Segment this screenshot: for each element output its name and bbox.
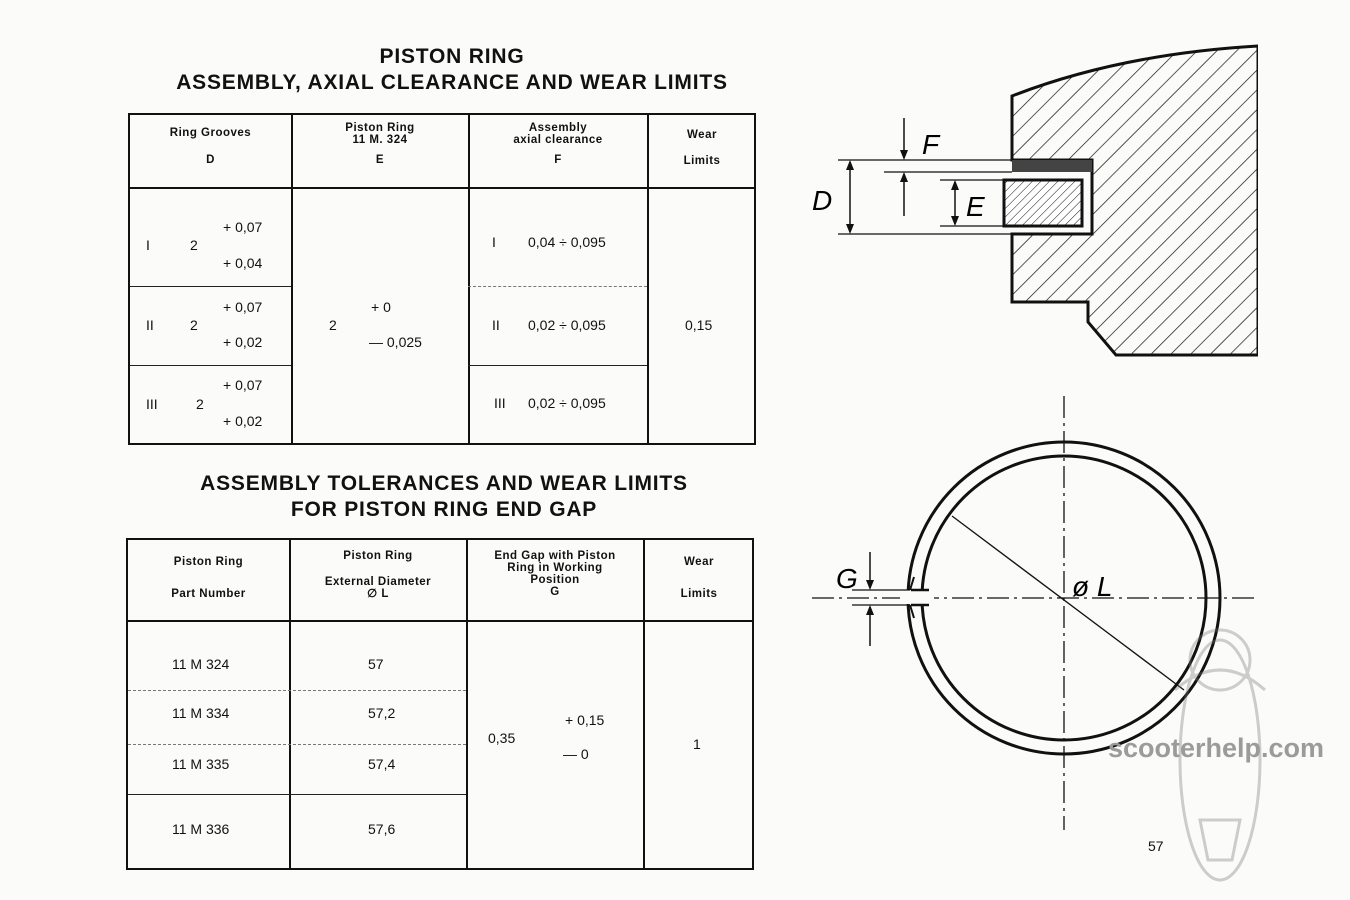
- ring-nominal: 2: [329, 317, 337, 333]
- table2-title-line1: ASSEMBLY TOLERANCES AND WEAR LIMITS: [200, 472, 688, 495]
- gap-nominal: 0,35: [488, 730, 516, 746]
- groove-tol-plus: + 0,07: [223, 219, 263, 235]
- clearance-label: III: [494, 395, 506, 411]
- groove-tol-minus: + 0,02: [223, 413, 263, 429]
- clearance-value: 0,02 ÷ 0,095: [528, 317, 606, 333]
- wear-limit-value: 0,15: [685, 317, 713, 333]
- groove-nominal: 2: [190, 317, 198, 333]
- groove-label: III: [146, 396, 158, 412]
- part-number: 11 M 336: [172, 821, 230, 837]
- header-part-number: Piston Ring Part Number: [171, 556, 246, 600]
- header-axial-clearance: Assembly axial clearance F: [513, 122, 603, 166]
- part-number: 11 M 335: [172, 756, 230, 772]
- table2-title-line2: FOR PISTON RING END GAP: [290, 498, 598, 521]
- header-piston-ring: Piston Ring 11 M. 324 E: [345, 122, 415, 166]
- ring-end-gap-diagram: [812, 396, 1256, 830]
- clearance-label: I: [492, 234, 496, 250]
- ring-tol-plus: + 0: [371, 299, 391, 315]
- header-ring-grooves: Ring Grooves D: [169, 127, 252, 166]
- label-f: F: [922, 129, 940, 160]
- groove-nominal: 2: [196, 396, 204, 412]
- label-e: E: [966, 191, 985, 222]
- header-wear-limits: Wear Limits: [683, 129, 721, 167]
- groove-nominal: 2: [190, 237, 198, 253]
- ring-tol-minus: — 0,025: [369, 334, 422, 350]
- part-number: 11 M 334: [172, 705, 230, 721]
- watermark: scooterhelp.com: [1108, 733, 1325, 763]
- table1-title-line1: PISTON RING: [379, 45, 525, 68]
- label-g: G: [836, 563, 858, 594]
- groove-label: II: [146, 317, 154, 333]
- clearance-value: 0,02 ÷ 0,095: [528, 395, 606, 411]
- diameter-value: 57: [368, 656, 384, 672]
- groove-label: I: [146, 237, 150, 253]
- gap-tol-minus: — 0: [563, 746, 589, 762]
- gap-tol-plus: + 0,15: [565, 712, 605, 728]
- groove-tol-plus: + 0,07: [223, 299, 263, 315]
- diameter-value: 57,4: [368, 756, 396, 772]
- clearance-label: II: [492, 317, 500, 333]
- groove-tol-minus: + 0,02: [223, 334, 263, 350]
- page-number: 57: [1148, 838, 1164, 854]
- groove-tol-minus: + 0,04: [223, 255, 263, 271]
- label-l: ø L: [1072, 571, 1113, 602]
- table1-title-line2: ASSEMBLY, AXIAL CLEARANCE AND WEAR LIMITS: [176, 71, 728, 94]
- header-external-diameter: Piston Ring External Diameter ∅ L: [324, 550, 432, 600]
- label-d: D: [812, 185, 833, 216]
- header-wear-limits: Wear Limits: [680, 556, 718, 600]
- clearance-value: 0,04 ÷ 0,095: [528, 234, 606, 250]
- header-end-gap: End Gap with Piston Ring in Working Position G: [494, 550, 616, 598]
- wear-limit-value: 1: [693, 736, 701, 752]
- part-number: 11 M 324: [172, 656, 230, 672]
- diameter-value: 57,6: [368, 821, 396, 837]
- groove-tol-plus: + 0,07: [223, 377, 263, 393]
- piston-section-diagram: [812, 46, 1258, 355]
- diameter-value: 57,2: [368, 705, 396, 721]
